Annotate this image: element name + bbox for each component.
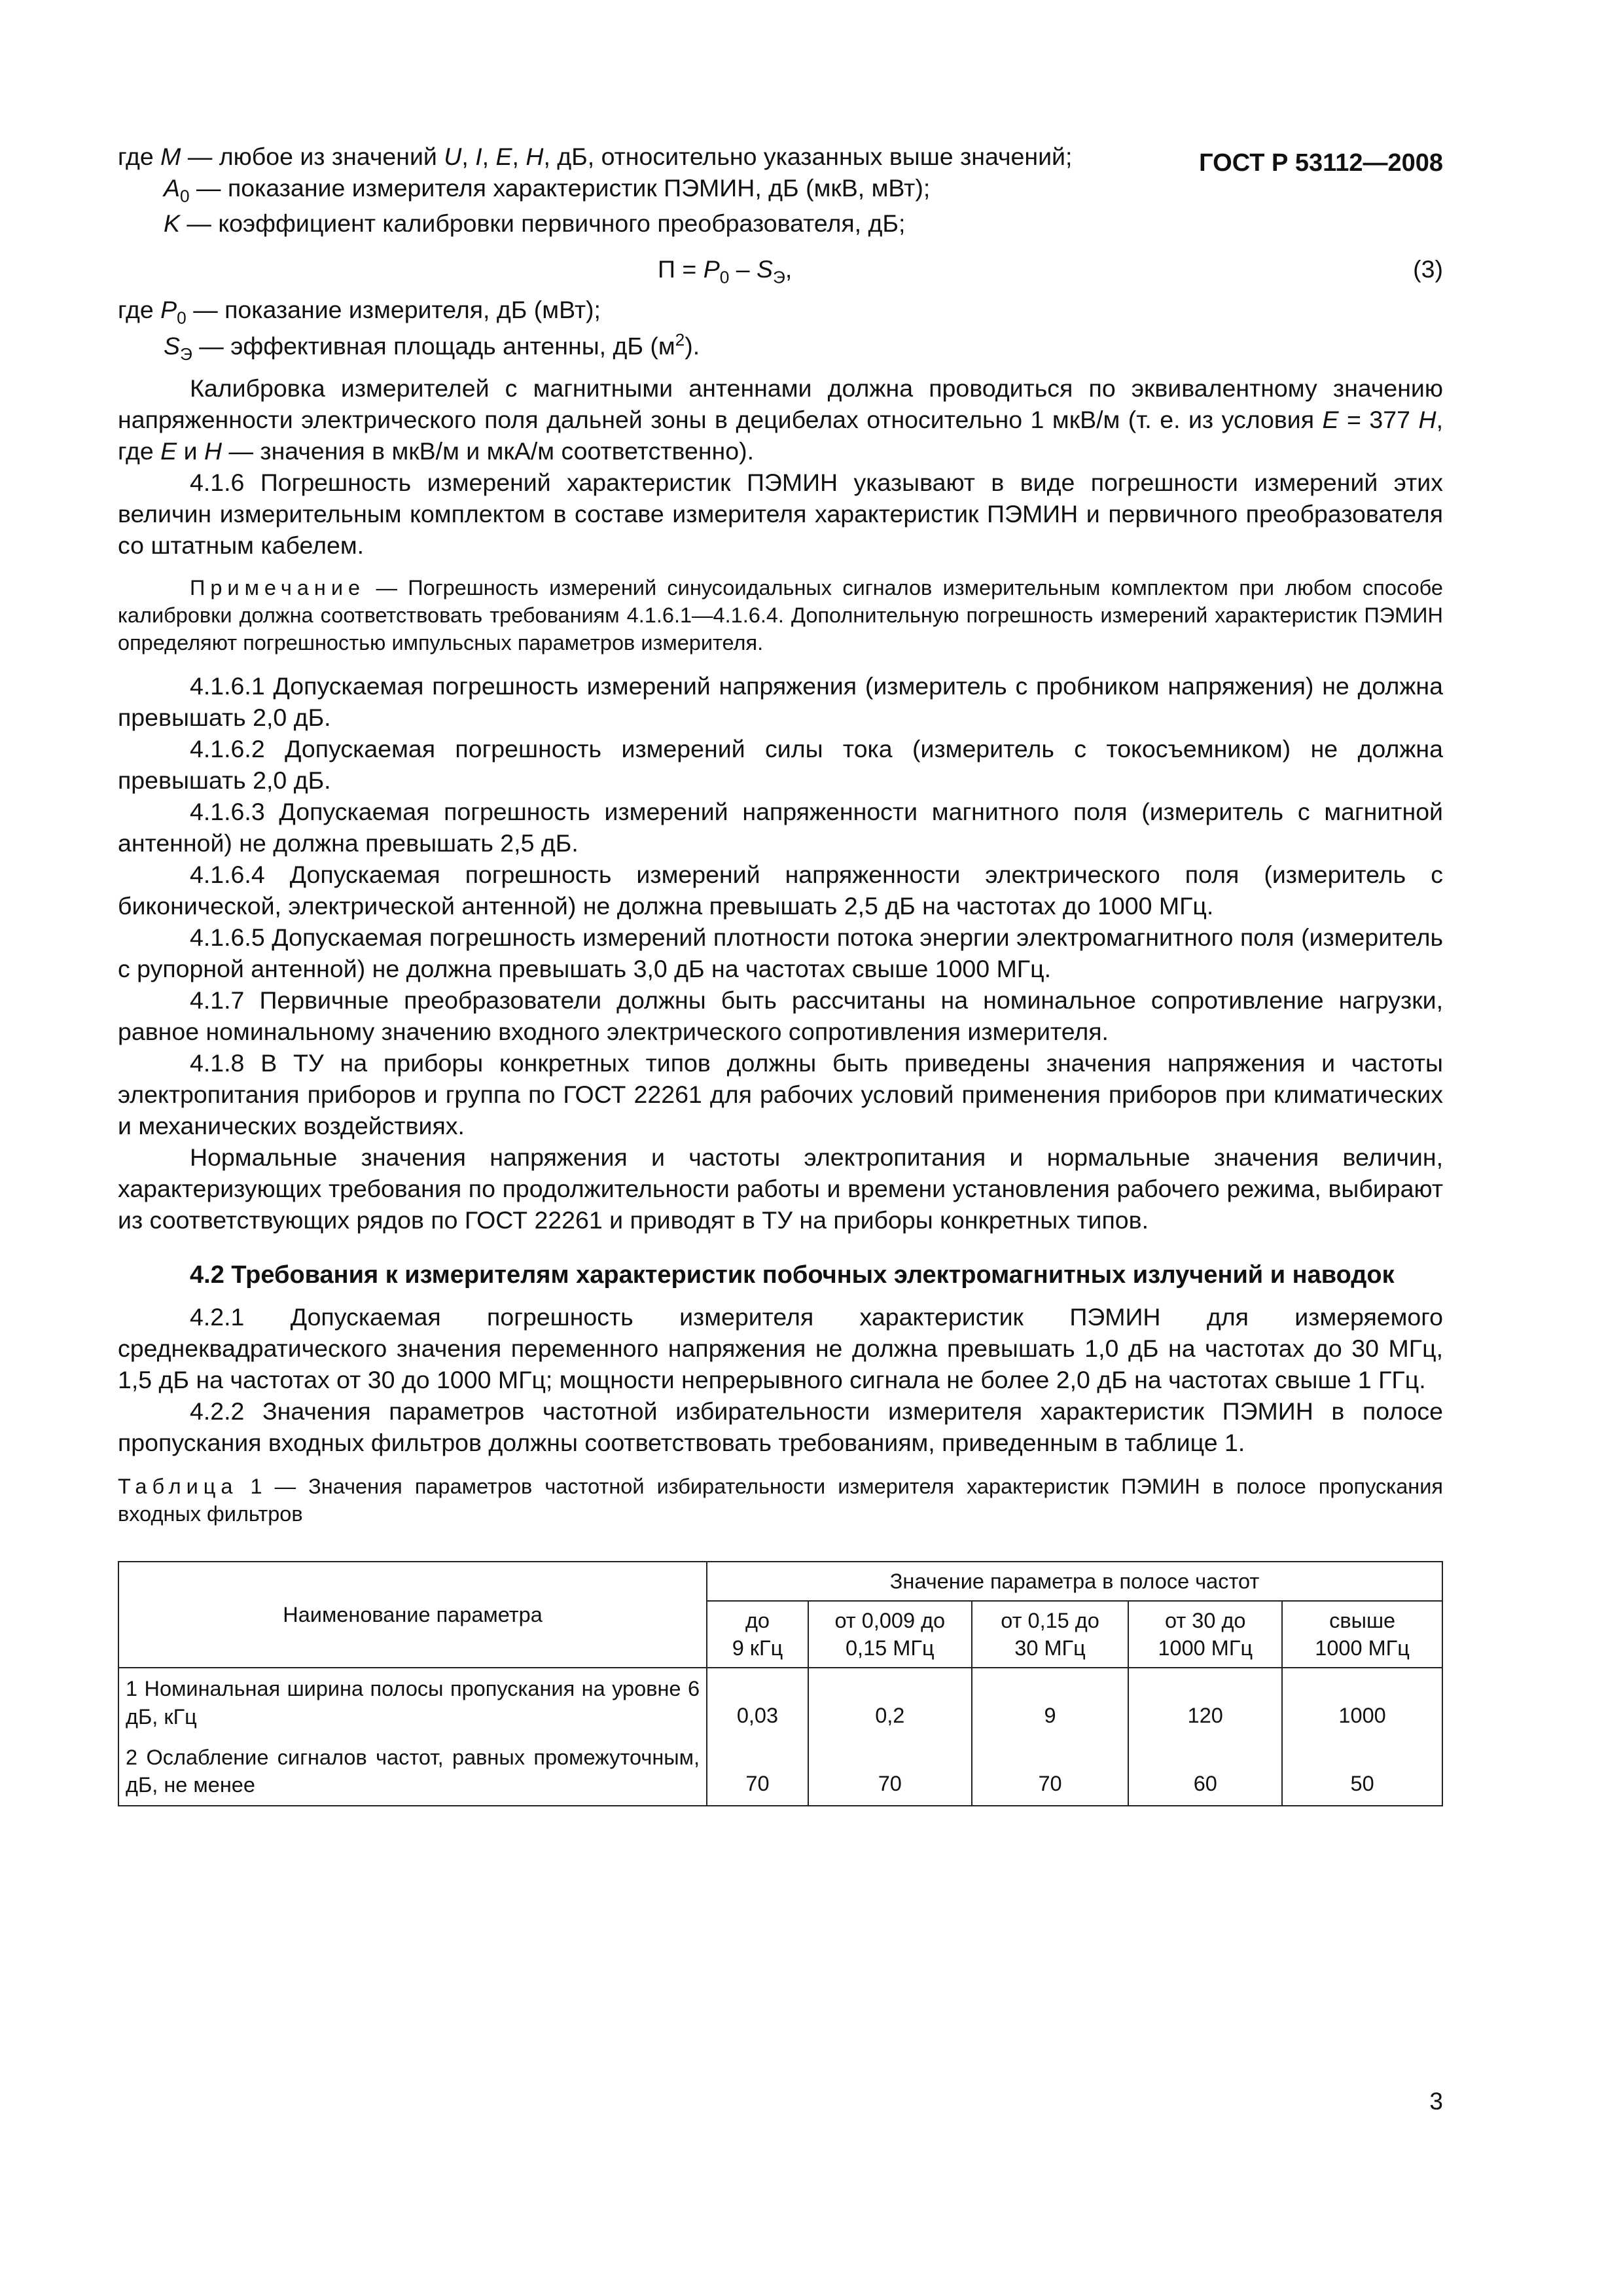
paragraph-4-1-6-2: 4.1.6.2 Допускаемая погрешность измерений силы тока (измеритель с токосъемником) не должна превышать 2,0 дБ. — [118, 734, 1443, 794]
table-cell-value: 1000 — [1282, 1668, 1442, 1737]
calibration-paragraph: Калибровка измерителей с магнитными антеннами должна проводиться по эквивалентному значению напряженности электрического поля дальней зоны в децибелах относительно 1 мкВ/м (т. е. из условия E = 377 H, где E и H — значения в мкВ/м и мкА/м соответственно). — [118, 374, 1443, 465]
paragraph-4-1-6-5: 4.1.6.5 Допускаемая погрешность измерений плотности потока энергии электромагнитного поля (измеритель с рупорной антенной) не должна превышать 3,0 дБ на частотах свыше 1000 МГц. — [118, 923, 1443, 982]
note: Примечание — Погрешность измерений синусоидальных сигналов измерительным комплектом при любом способе калибровки должна соответствовать требованиям 4.1.6.1—4.1.6.4. Дополнительную погрешность измерений характеристик ПЭМИН определяют погрешностью импульсных параметров измерителя. — [118, 575, 1443, 655]
table-cell-value: 50 — [1282, 1737, 1442, 1806]
table-cell-name: 2 Ослабление сигналов частот, равных промежуточным, дБ, не менее — [118, 1737, 707, 1806]
paragraph-4-2-1: 4.2.1 Допускаемая погрешность измерителя характеристик ПЭМИН для измеряемого среднеквадратического значения переменного напряжения не должна превышать 1,0 дБ на частотах до 30 МГц, 1,5 дБ на частотах от 30 до 1000 МГц; мощности непрерывного сигнала не более 2,0 дБ на частотах свыше 1 ГГц. — [118, 1303, 1443, 1394]
table-cell-value: 70 — [972, 1737, 1129, 1806]
table-cell-value: 120 — [1128, 1668, 1282, 1737]
formula-expression: $П = P_0 - S_Э$, — [658, 255, 793, 287]
paragraph-4-1-6-1: 4.1.6.1 Допускаемая погрешность измерений напряжения (измеритель с пробником напряжения) не должна превышать 2,0 дБ. — [118, 672, 1443, 731]
table-header-name: Наименование параметра — [118, 1562, 707, 1668]
paragraph-4-2-2: 4.2.2 Значения параметров частотной избирательности измерителя характеристик ПЭМИН в полосе пропускания входных фильтров должны соответствовать требованиям, приведенным в таблице 1. — [118, 1397, 1443, 1457]
paragraph-4-1-6-3: 4.1.6.3 Допускаемая погрешность измерений напряженности магнитного поля (измеритель с магнитной антенной) не должна превышать 2,5 дБ. — [118, 797, 1443, 857]
table-header-group: Значение параметра в полосе частот — [707, 1562, 1442, 1601]
table-cell-value: 70 — [707, 1737, 808, 1806]
definition-p0: где $P_0$ — показание измерителя, дБ (мВт); — [118, 296, 601, 328]
table-cell-value: 0,2 — [808, 1668, 972, 1737]
definition-a0: $A_0$ — показание измерителя характеристик ПЭМИН, дБ (мкВ, мВт); — [164, 174, 931, 206]
definition-k: K — коэффициент калибровки первичного преобразователя, дБ; — [164, 209, 906, 238]
table-1 — [118, 1561, 1443, 1807]
definition-m: где M — любое из значений U, I, E, H, дБ, относительно указанных выше значений; — [118, 143, 1073, 170]
table-row — [118, 1668, 1442, 1737]
table-row — [118, 1737, 1442, 1806]
section-heading-4-2: 4.2 Требования к измерителям характеристик побочных электромагнитных излучений и наводок — [190, 1261, 1395, 1289]
table-cell-value: 9 — [972, 1668, 1129, 1737]
paragraph-4-1-7: 4.1.7 Первичные преобразователи должны быть рассчитаны на номинальное сопротивление нагрузки, равное номинальному значению входного электрического сопротивления измерителя. — [118, 986, 1443, 1045]
document-header: ГОСТ Р 53112—2008 — [1199, 149, 1443, 177]
table-cell-value: 0,03 — [707, 1668, 808, 1737]
table-cell-value: 70 — [808, 1737, 972, 1806]
formula-number: (3) — [1413, 255, 1443, 283]
table-column-header: до 9 кГц — [707, 1601, 808, 1668]
table-caption-label: Таблица — [118, 1475, 238, 1499]
table-column-header: свыше 1000 МГц — [1282, 1601, 1442, 1668]
table-cell-value: 60 — [1128, 1737, 1282, 1806]
table-column-header: от 30 до 1000 МГц — [1128, 1601, 1282, 1668]
table-column-header: от 0,15 до 30 МГц — [972, 1601, 1129, 1668]
table-cell-name: 1 Номинальная ширина полосы пропускания на уровне 6 дБ, кГц — [118, 1668, 707, 1737]
note-label: Примечание — [190, 575, 366, 600]
formula-3 — [118, 253, 1443, 286]
definition-s: $S_Э$ — эффективная площадь антенны, дБ $(м^2)$. — [164, 330, 700, 365]
page-body — [118, 141, 1443, 1806]
page-number: 3 — [1429, 2088, 1443, 2115]
paragraph-4-1-6: 4.1.6 Погрешность измерений характеристик ПЭМИН указывают в виде погрешности измерений этих величин измерительным комплектом в составе измерителя характеристик ПЭМИН и первичного преобразователя со штатным кабелем. — [118, 468, 1443, 559]
paragraph-4-1-6-4: 4.1.6.4 Допускаемая погрешность измерений напряженности электрического поля (измеритель с биконической, электрической антенной) не должна превышать 2,5 дБ на частотах до 1000 МГц. — [118, 860, 1443, 920]
table-column-header: от 0,009 до 0,15 МГц — [808, 1601, 972, 1668]
paragraph-4-1-8: 4.1.8 В ТУ на приборы конкретных типов должны быть приведены значения напряжения и частоты электропитания приборов и группа по ГОСТ 22261 для рабочих условий применения приборов при климатических и механических воздействиях. — [118, 1049, 1443, 1139]
paragraph-normal-values: Нормальные значения напряжения и частоты электропитания и нормальные значения величин, характеризующих требования по продолжительности работы и времени установления рабочего режима, выбирают из соответствующих рядов по ГОСТ 22261 и приводят в ТУ на приборы конкретных типов. — [118, 1143, 1443, 1234]
table-caption: Таблица 1 — Значения параметров частотной избирательности измерителя характеристик ПЭМИН в полосе пропускания входных фильтров — [118, 1475, 1443, 1526]
